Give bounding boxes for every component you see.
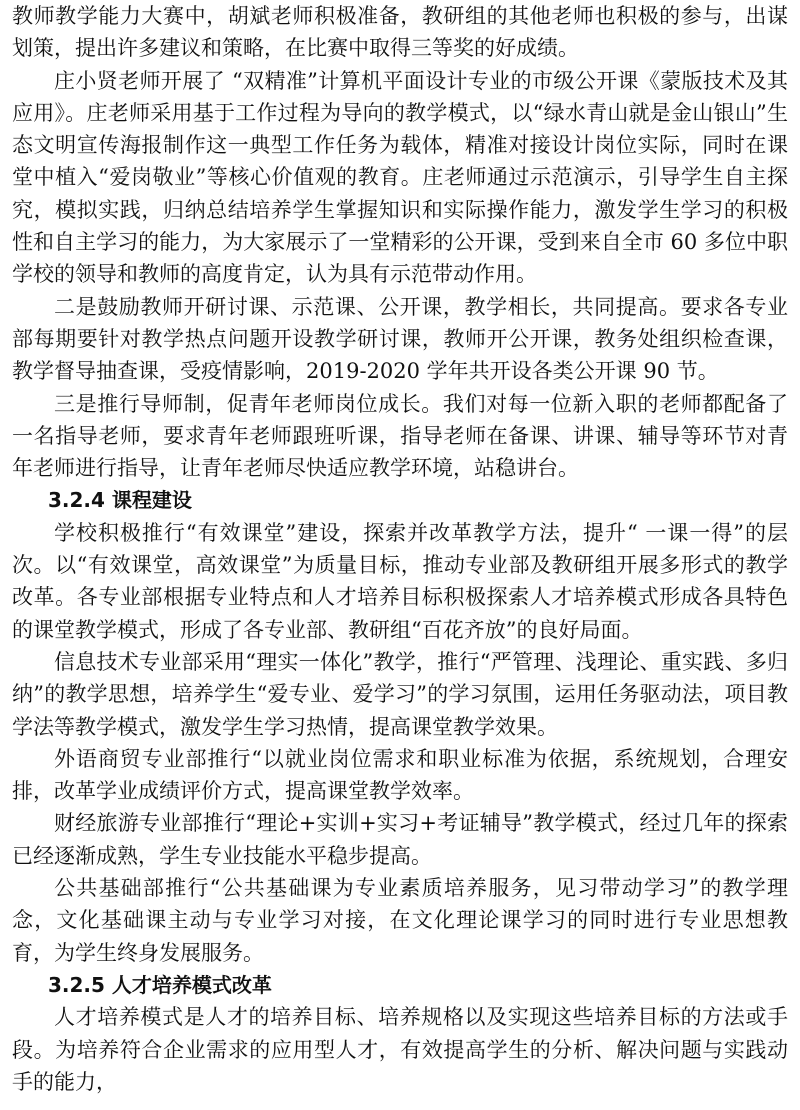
paragraph-public-lesson: 庄小贤老师开展了 “双精准”计算机平面设计专业的市级公开课《蒙版技术及其应用》。庄老师采用基于工作过程为导向的教学模式，以“绿水青山就是金山银山”生态文明宣传海报制作这一典型工作任务为载体，精准对接设计岗位实际，同时在课堂中植入“爱岗敬业”等核心价值观的教育。庄老师通过示范演示，引导学生自主探究，模拟实践，归纳总结培养学生掌握知识和实际操作能力，激发学生学习的积极性和自主学习的能力，为大家展示了一堂精彩的公开课，受到来自全市 60 多位中职学校的领导和教师的高度肯定，认为具有示范带动作用。 <box>12 68 788 287</box>
paragraph-contest-result: 教师教学能力大赛中，胡斌老师积极准备，教研组的其他老师也积极的参与，出谋划策，提出许多建议和策略，在比赛中取得三等奖的好成绩。 <box>12 4 788 61</box>
paragraph-it-department: 信息技术专业部采用“理实一体化”教学，推行“严管理、浅理论、重实践、多归纳”的教学思想，培养学生“爱专业、爱学习”的学习氛围，运用任务驱动法，项目教学法等教学模式，激发学生学习热情，提高课堂教学效果。 <box>12 649 788 739</box>
section-heading-curriculum: 3.2.4 课程建设 <box>48 488 192 513</box>
section-heading-talent-training: 3.2.5 人才培养模式改革 <box>48 972 272 997</box>
paragraph-mentor-system: 三是推行导师制，促青年老师岗位成长。我们对每一位新入职的老师都配备了一名指导老师，要求青年老师跟班听课，指导老师在备课、讲课、辅导等环节对青年老师进行指导，让青年老师尽快适应教学环境，站稳讲台。 <box>12 391 788 481</box>
paragraph-effective-classroom: 学校积极推行“有效课堂”建设，探索并改革教学方法，提升“ 一课一得”的层次。以“有效课堂，高效课堂”为质量目标，推动专业部及教研组开展多形式的教学改革。各专业部根据专业特点和人才培养目标积极探索人才培养模式形成各具特色的课堂教学模式，形成了各专业部、教研组“百花齐放”的良好局面。 <box>12 520 788 642</box>
paragraph-foreign-trade-department: 外语商贸专业部推行“以就业岗位需求和职业标准为依据，系统规划，合理安排，改革学业成绩评价方式，提高课堂教学效率。 <box>12 746 788 804</box>
paragraph-seminar-lessons: 二是鼓励教师开研讨课、示范课、公开课，教学相长，共同提高。要求各专业部每期要针对教学热点问题开设教学研讨课，教师开公开课，教务处组织检查课，教学督导抽查课，受疫情影响，2019-2020 学年共开设各类公开课 90 节。 <box>12 294 788 384</box>
paragraph-finance-tourism-department: 财经旅游专业部推行“理论+实训+实习+考证辅导”教学模式，经过几年的探索已经逐渐成熟，学生专业技能水平稳步提高。 <box>12 811 788 868</box>
paragraph-talent-model: 人才培养模式是人才的培养目标、培养规格以及实现这些培养目标的方法或手段。为培养符合企业需求的应用型人才，有效提高学生的分析、解决问题与实践动手的能力， <box>12 1005 788 1094</box>
paragraph-public-basics-department: 公共基础部推行“公共基础课为专业素质培养服务，见习带动学习”的教学理念，文化基础课主动与专业学习对接，在文化理论课学习的同时进行专业思想教育，为学生终身发展服务。 <box>12 876 788 965</box>
